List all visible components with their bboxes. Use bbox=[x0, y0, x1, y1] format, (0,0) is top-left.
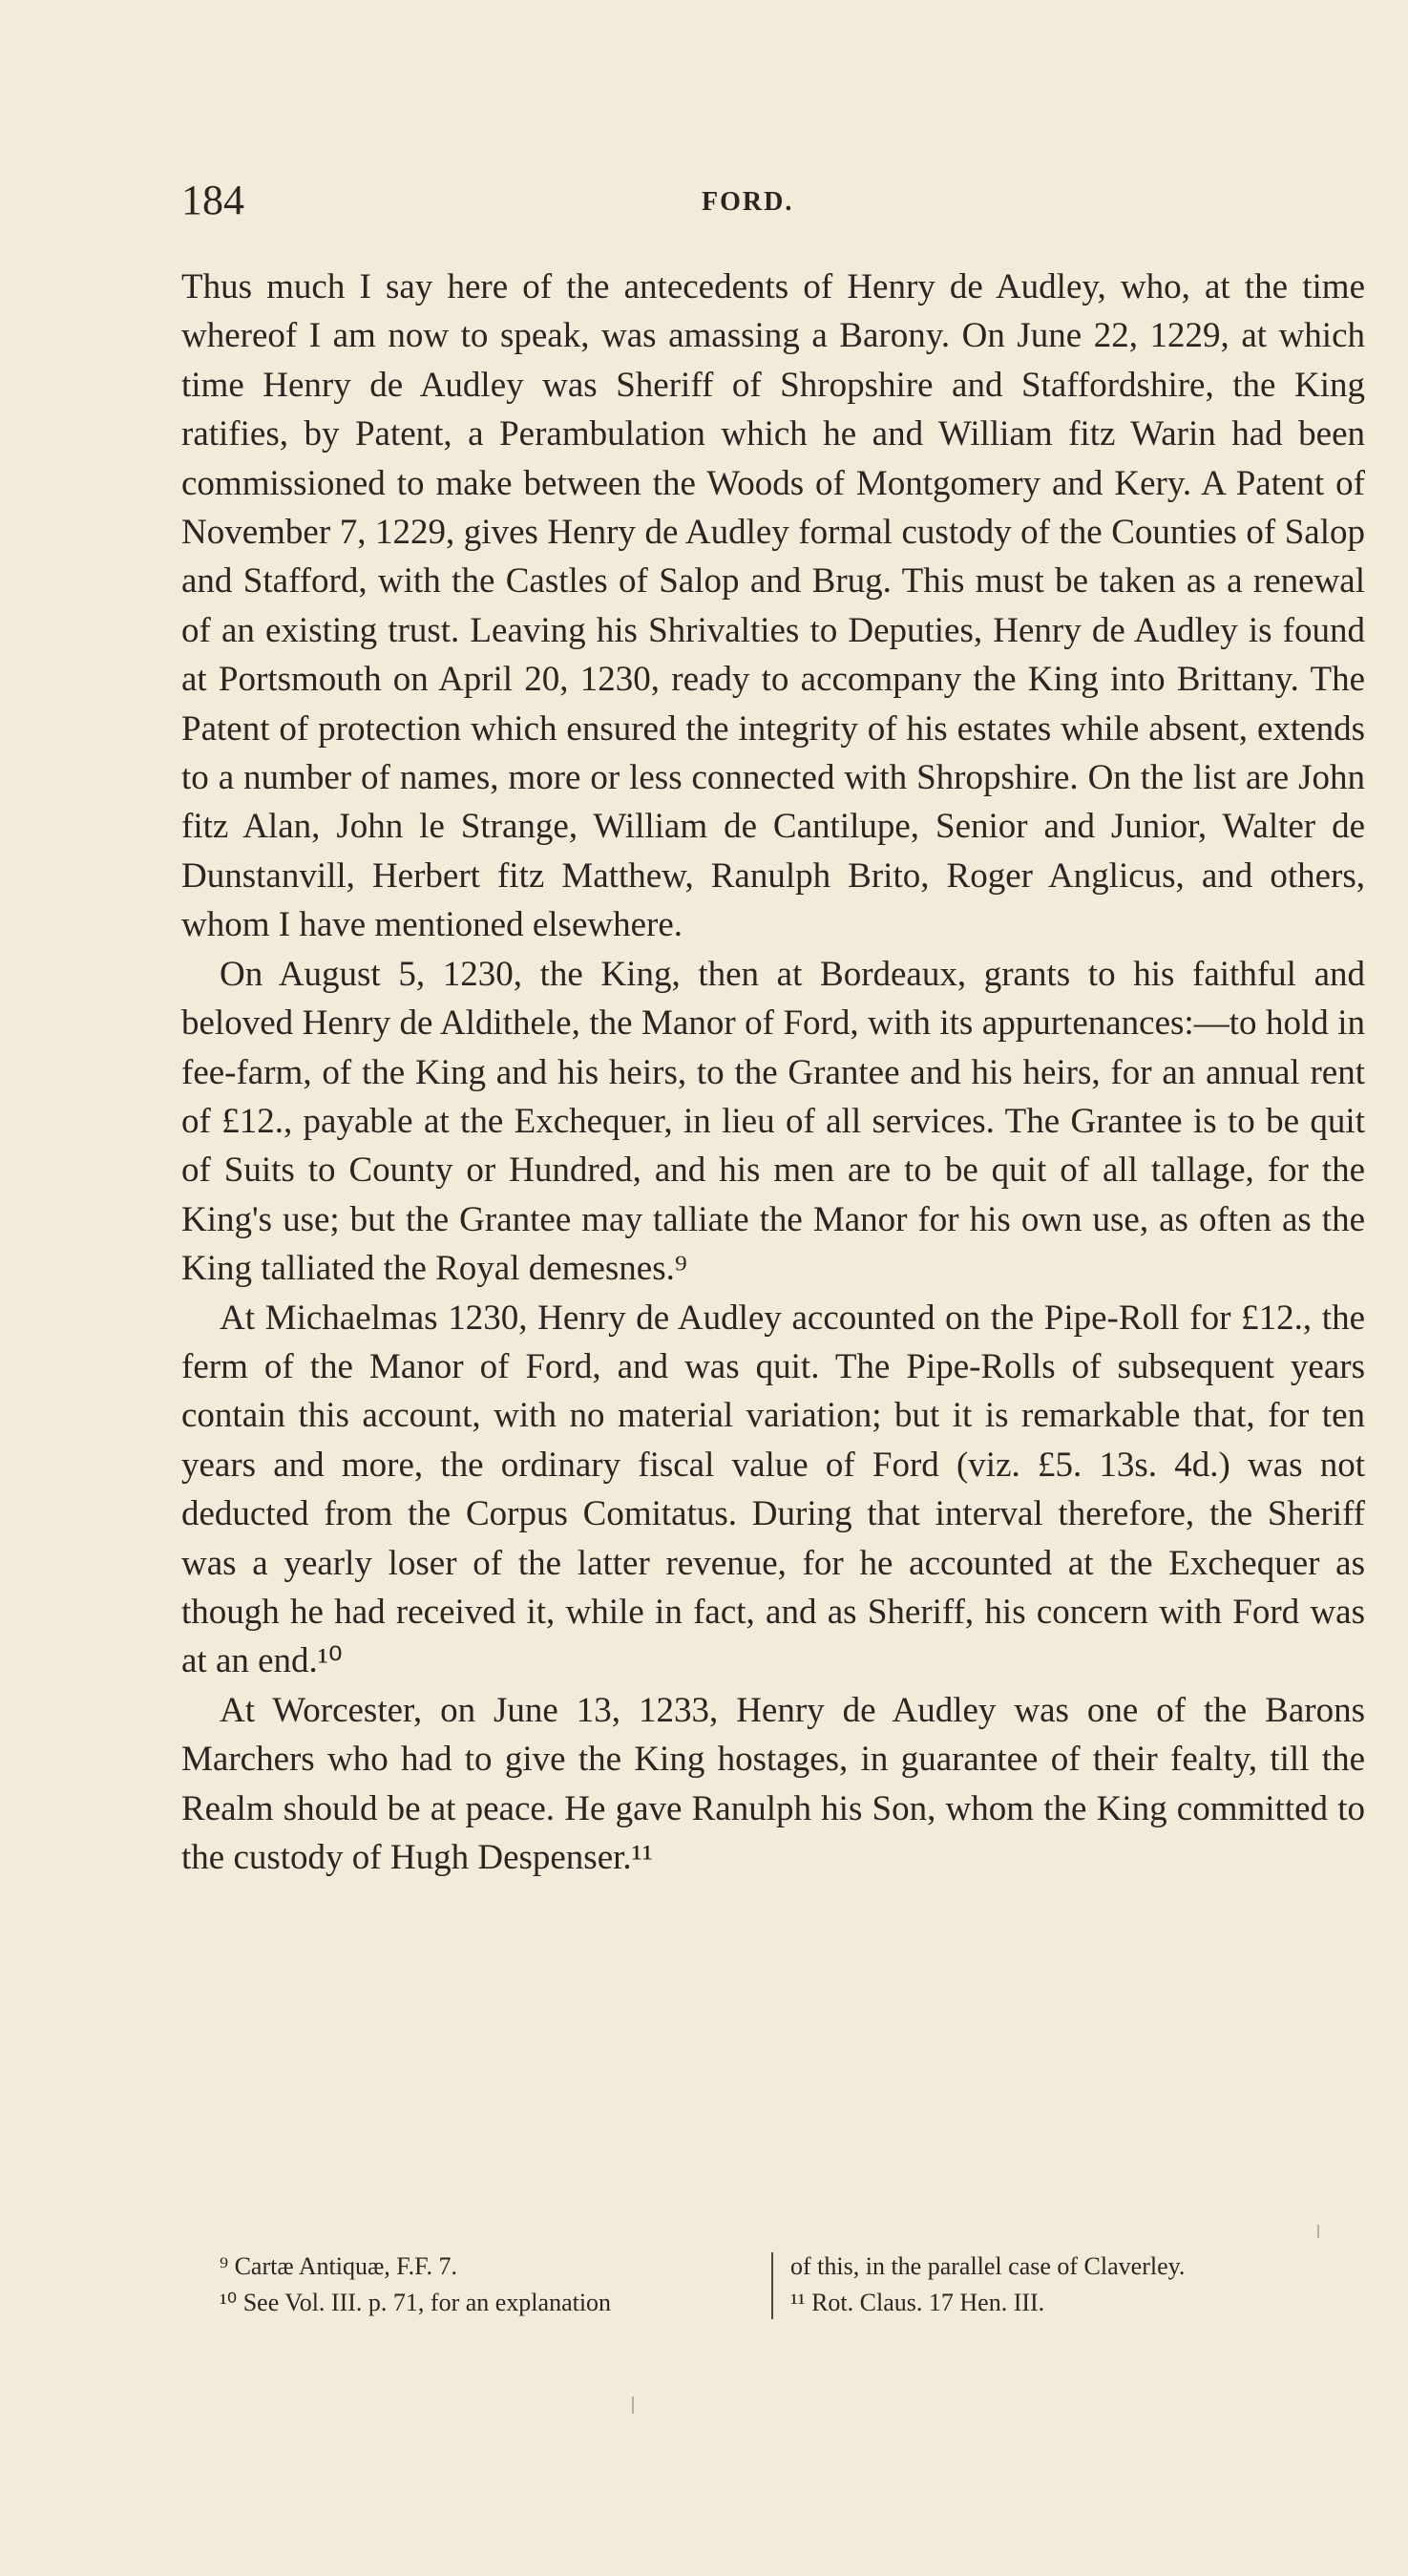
footnote: ¹⁰ See Vol. III. p. 71, for an explanation bbox=[220, 2289, 612, 2316]
footnotes bbox=[220, 2249, 1346, 2325]
paragraph: At Worcester, on June 13, 1233, Henry de Audley was one of the Barons Marchers who had to give the King hostages, in guarantee of their fealty, till the Realm should be at peace. He gave Ranulph his Son, whom the King committed to the custody of Hugh Despenser.¹¹ bbox=[181, 1690, 1365, 1877]
footnotes-left-column bbox=[220, 2249, 754, 2321]
footnotes-right-column bbox=[790, 2249, 1344, 2321]
body-text bbox=[181, 263, 1365, 1882]
footnote: ¹¹ Rot. Claus. 17 Hen. III. bbox=[790, 2289, 1045, 2316]
paper-speck bbox=[1317, 2225, 1319, 2238]
footnote-column-divider bbox=[771, 2252, 773, 2319]
paragraph: On August 5, 1230, the King, then at Bordeaux, grants to his faithful and beloved Henry de Aldithele, the Manor of Ford, with its appurtenances:—to hold in fee-farm, of the King and his heirs, to the Grantee and his heirs, for an annual rent of £12., payable at the Exchequer, in lieu of all services. The Grantee is to be quit of Suits to County or Hundred, and his men are to be quit of all tallage, for the King's use; but the Grantee may talliate the Manor for his own use, as often as the King talliated the Royal demesnes.⁹ bbox=[181, 954, 1365, 1289]
paper-speck bbox=[632, 2397, 634, 2414]
page-number: 184 bbox=[181, 177, 244, 223]
footnote: ⁹ Cartæ Antiquæ, F.F. 7. bbox=[220, 2252, 458, 2280]
page-header bbox=[181, 172, 1365, 229]
paragraph: At Michaelmas 1230, Henry de Audley accounted on the Pipe-Roll for £12., the ferm of the Manor of Ford, and was quit. The Pipe-Rolls of subsequent years contain this account, with no material variation; but it is remarkable that, for ten years and more, the ordinary fiscal value of Ford (viz. £5. 13s. 4d.) was not deducted from the Corpus Comitatus. During that interval therefore, the Sheriff was a yearly loser of the latter revenue, for he accounted at the Exchequer as though he had received it, while in fact, and as Sheriff, his concern with Ford was at an end.¹⁰ bbox=[181, 1298, 1365, 1681]
paragraph: Thus much I say here of the antecedents of Henry de Audley, who, at the time whereof I am now to speak, was amassing a Barony. On June 22, 1229, at which time Henry de Audley was Sheriff of Shropshire and Staffordshire, the King ratifies, by Patent, a Perambulation which he and William fitz Warin had been commissioned to make between the Woods of Montgomery and Kery. A Patent of November 7, 1229, gives Henry de Audley formal custody of the Counties of Salop and Stafford, with the Castles of Salop and Brug. This must be taken as a renewal of an existing trust. Leaving his Shrivalties to Deputies, Henry de Audley is found at Portsmouth on April 20, 1230, ready to accompany the King into Brittany. The Patent of protection which ensured the integrity of his estates while absent, extends to a number of names, more or less connected with Shropshire. On the list are John fitz Alan, John le Strange, William de Cantilupe, Senior and Junior, Walter de Dunstanvill, Herbert fitz Matthew, Ranulph Brito, Roger Anglicus, and others, whom I have mentioned elsewhere. bbox=[181, 267, 1365, 945]
footnote: of this, in the parallel case of Claverley. bbox=[790, 2252, 1186, 2280]
running-title: FORD. bbox=[702, 187, 794, 217]
